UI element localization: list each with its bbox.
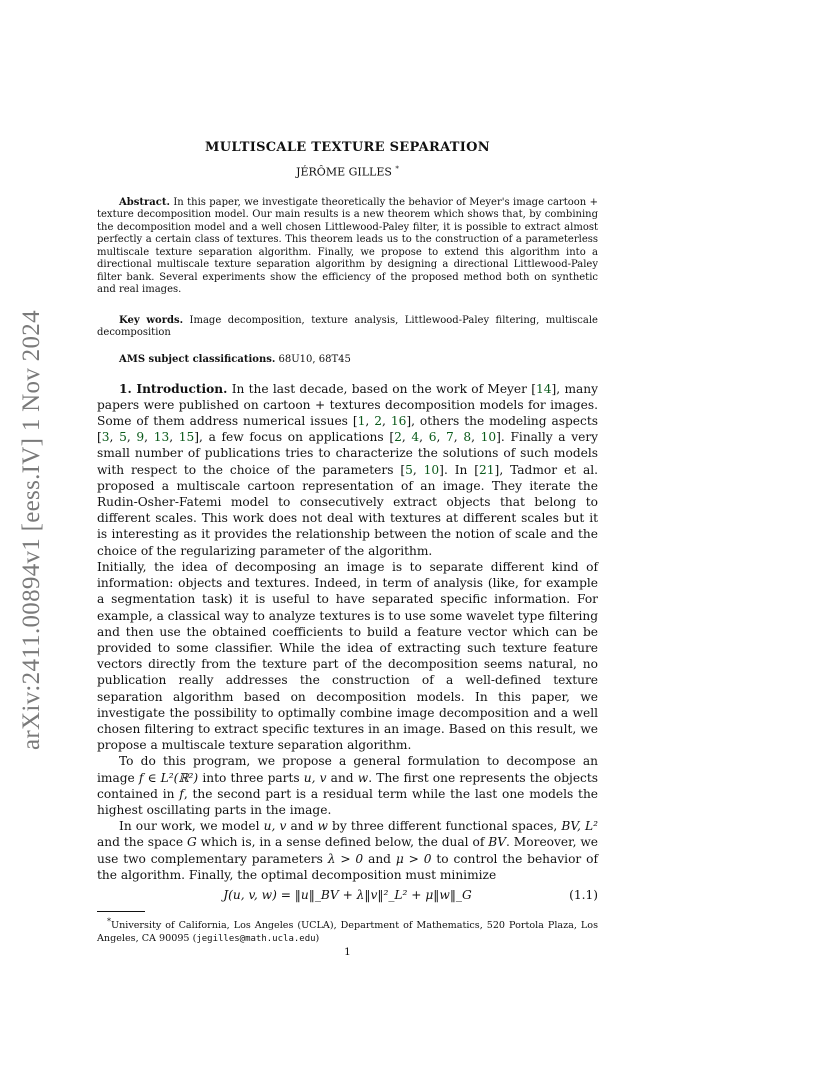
math-inline: BV, L²: [561, 819, 598, 834]
ams-classification: [97, 354, 598, 365]
ams-label: AMS subject classifications.: [119, 353, 276, 365]
math-inline: BV: [488, 835, 507, 850]
footnote-close: ): [315, 932, 320, 944]
citation-link[interactable]: 5: [119, 430, 127, 445]
author-line: [97, 165, 598, 179]
citation-link[interactable]: 6: [428, 430, 437, 445]
intro-text: , Tadmor et al. proposed a multiscale cartoon representation of an image. They iterate the Rudin-Osher-Fatemi model to consecutively extract objects that belong to different scales. This work does not deal with textures at different scales but it is interesting as it provides the relationship between the notion of scale and the choice of the regularizing parameter of the algorithm.: [97, 462, 598, 558]
para-text: . The first one represents the objects contained in: [97, 770, 599, 801]
para-text: , the second part is a residual term while the last one models the highest oscillating parts in the image.: [97, 786, 599, 817]
paper-title: MULTISCALE TEXTURE SEPARATION: [205, 140, 490, 155]
intro-text: . Finally a very small number of publications tries to characterize the solutions of such models with respect to the choice of the parameters: [97, 430, 599, 477]
math-inline: w: [357, 770, 369, 785]
para-text: into three parts: [198, 770, 304, 785]
intro-paragraph-3: [97, 753, 598, 818]
citation-link[interactable]: 1: [357, 414, 366, 429]
footnote: [97, 916, 598, 945]
author-footnote-mark: *: [395, 165, 399, 173]
citation-link[interactable]: 16: [390, 414, 407, 429]
para-text: and: [363, 851, 396, 866]
citation-link[interactable]: 10: [480, 430, 497, 445]
para-text: . Moreover, we use two complementary parameters: [97, 835, 599, 866]
page-number: 1: [344, 946, 351, 958]
citation-link[interactable]: 7: [446, 430, 454, 445]
para-text: which is, in a sense defined below, the dual of: [196, 835, 489, 850]
author-name: JÉRÔME GILLES: [296, 165, 392, 179]
citation-link[interactable]: 3: [101, 430, 110, 445]
citation-link[interactable]: 21: [479, 462, 495, 477]
intro-text: , a few focus on applications: [199, 430, 390, 445]
citation-link[interactable]: 4: [411, 430, 420, 445]
intro-text: In the last decade, based on the work of Meyer: [231, 381, 532, 396]
equation-number: (1.1): [569, 887, 598, 902]
citation-link[interactable]: 14: [536, 381, 552, 396]
intro-paragraph-4: [97, 818, 598, 883]
math-inline: G: [187, 835, 197, 850]
intro-text: , others the modeling aspects: [411, 414, 599, 429]
para-text: In our work, we model: [119, 819, 264, 834]
para-text: and the space: [97, 835, 187, 850]
intro-text: , many papers were published on cartoon + textures decomposition models for images. Some of them address numerical issues: [97, 381, 598, 429]
math-inline: w: [317, 819, 328, 834]
footnote-rule: [97, 911, 145, 912]
keywords-text: Image decomposition, texture analysis, Littlewood-Paley filtering, multiscale decomposition: [97, 314, 598, 339]
citation-link[interactable]: 9: [136, 430, 145, 445]
abstract-text: In this paper, we investigate theoretically the behavior of Meyer's image cartoon + texture decomposition model. Our main results is a new theorem which shows that, by combining the decomposition model and a well chosen Littlewood-Paley filter, it is possible to extract almost perfectly a certain class of textures. This theorem leads us to the construction of a parameterless multiscale texture separation algorithm. Finally, we propose to extend this algorithm into a directional multiscale texture separation algorithm by designing a directional Littlewood-Paley filter bank. Several experiments show the efficiency of the proposed method both on synthetic and real images.: [97, 196, 598, 296]
math-inline: μ > 0: [395, 851, 432, 866]
para-text: and: [326, 770, 358, 785]
para-text: and: [286, 819, 318, 834]
para-text: To do this program, we propose a general formulation to decompose an image: [97, 754, 598, 785]
abstract: [97, 197, 598, 297]
abstract-label: Abstract.: [119, 196, 170, 208]
intro-paragraph-2: Initially, the idea of decomposing an image is to separate different kind of information: objects and textures. Indeed, in term of analysis (like, for example a segmentation task) it is useful to have separated specific information. For example, a classical way to analyze textures is to use some wavelet type filtering and then use the obtained coefficients to build a feature vector which can be provided to some classifier. While the idea of extracting such texture feature vectors directly from the texture part of the decomposition seems natural, no publication really addresses the construction of a well-defined texture separation algorithm based on decomposition models. In this paper, we investigate the possibility to optimally combine image decomposition and a well chosen filtering to extract specific textures in an image. Based on this result, we propose a multiscale texture separation algorithm.: [97, 559, 598, 753]
author-email-link[interactable]: jegilles@math.ucla.edu: [196, 933, 316, 944]
keywords: [97, 315, 598, 340]
equation-1-1: [97, 887, 598, 903]
arxiv-identifier: arXiv:2411.00894v1 [eess.IV] 1 Nov 2024: [18, 310, 45, 750]
section-title: 1. Introduction.: [119, 381, 228, 396]
math-inline: u, v: [303, 770, 327, 785]
citation-link[interactable]: 15: [178, 430, 195, 445]
citation-link[interactable]: 2: [374, 414, 382, 429]
para-text: to control the behavior of the algorithm. Finally, the optimal decomposition must minimize: [97, 851, 598, 882]
math-inline: λ > 0: [327, 851, 364, 866]
citation-link[interactable]: 8: [463, 430, 472, 445]
para-text: by three different functional spaces,: [327, 819, 562, 834]
paper-page: [97, 140, 599, 958]
footnote-text: University of California, Los Angeles (UCLA), Department of Mathematics, 520 Portola Plaza, Los Angeles, CA 90095 (: [97, 920, 598, 944]
ams-text: 68U10, 68T45: [278, 353, 351, 365]
keywords-label: Key words.: [119, 314, 184, 326]
citation-link[interactable]: 13: [153, 430, 170, 445]
intro-text: . In: [443, 462, 475, 477]
math-inline: f: [179, 786, 184, 801]
introduction-section: [97, 381, 598, 904]
equation-body: J(u, v, w) = ‖u‖_BV + λ‖v‖²_L² + μ‖w‖_G: [223, 887, 472, 902]
math-inline: f ∈ L²(ℝ²): [138, 770, 199, 785]
math-inline: u, v: [263, 819, 287, 834]
footnote-mark: *: [107, 917, 111, 927]
citation-link[interactable]: 10: [423, 462, 440, 477]
intro-paragraph-1: 1. Introduction. In the last decade, based on the work of Meyer [14], many papers were published on cartoon + textures decomposition models for images. Some of them address numerical issues [1, 2, 16], others the modeling aspects [3, 5, 9, 13, 15], a few focus on applications [2, 4, 6, 7, 8, 10]. Finally a very small number of publications tries to characterize the solutions of such models with respect to the choice of the parameters [5, 10]. In [21], Tadmor et al. proposed a multiscale cartoon representation of an image. They iterate the Rudin-Osher-Fatemi model to consecutively extract objects that belong to different scales. This work does not deal with textures at different scales but it is interesting as it provides the relationship between the notion of scale and the choice of the regularizing parameter of the algorithm.: [97, 381, 599, 558]
citation-link[interactable]: 5: [405, 462, 413, 477]
citation-link[interactable]: 2: [394, 430, 402, 445]
